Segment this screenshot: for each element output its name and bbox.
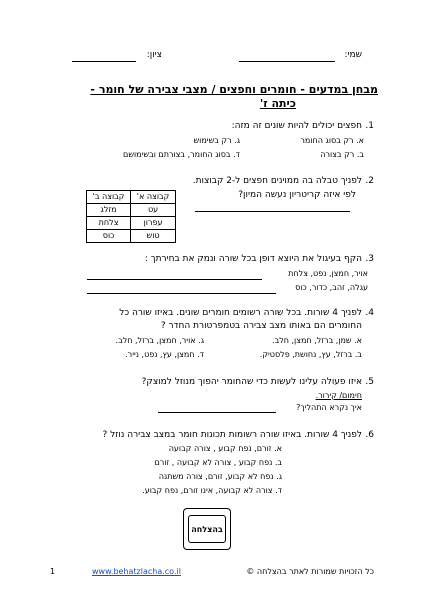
q2-question: לפי איזה קריטריון נעשה המיון? — [238, 190, 356, 200]
behatzlacha-logo — [183, 508, 231, 550]
table-header: קבוצה א' — [131, 191, 176, 204]
logo-badge — [188, 515, 226, 543]
q4-option-d[interactable]: ד. חמצן, עץ, נפט, נייר. — [125, 350, 204, 359]
q1-text: חפצים יכולים להיות שונים זה מזה: — [231, 121, 362, 131]
q2-text: לפניך טבלה בה ממוינים חפצים ל-2 קבוצות. — [192, 176, 362, 186]
q3-row-1: אויר, חמצן, נפט, צלחת — [288, 269, 368, 278]
q3-number: 3. — [365, 254, 374, 264]
table-cell: טוש — [131, 230, 176, 243]
q3-answer-line-1[interactable] — [87, 279, 262, 280]
page-number: 1 — [50, 567, 56, 576]
q6-option-d[interactable]: ד. צורה לא קבועה, אינו זורם, נפח קבוע. — [142, 486, 282, 495]
q6-text: לפניך 4 שורות. באיזו שורה רשומות תכונות חומר במצב צבירה נוזל ? — [102, 430, 362, 440]
q4-text-2: החומרים הם באותו מצב צבירה בטמפרטורת החדר ? — [160, 321, 362, 331]
q1-option-b[interactable]: ב. רק בצורה — [320, 150, 364, 159]
grade-label: ציון: — [146, 50, 162, 60]
q4-option-b[interactable]: ב. ברזל, עץ, נחושת, פלסטיק. — [259, 350, 362, 359]
groups-table — [86, 190, 176, 243]
copyright-text: כל הזכויות שמורות לאתר בהצלחה © — [246, 567, 374, 576]
q4-option-a[interactable]: א. שמן, ברזל, חמצן, חלב. — [272, 336, 362, 345]
q1-option-c[interactable]: ג. רק בשימוש — [193, 136, 240, 145]
site-link[interactable]: www.behatzlacha.co.il — [92, 567, 181, 576]
table-header-row — [87, 191, 176, 204]
q6-option-b[interactable]: ב. נפח קבוע , צורה לא קבועה , זורם — [154, 458, 282, 467]
q4-number: 4. — [365, 308, 374, 318]
q4-option-c[interactable]: ג. אויר, חמצן, ברזל, חלב. — [115, 336, 204, 345]
q5-options[interactable]: חימום/ קירור. — [315, 391, 362, 400]
table-row — [87, 230, 176, 243]
q6-option-c[interactable]: ג. נפח לא קבוע, זורם, צורה משתנה — [158, 472, 282, 481]
name-label: שמי: — [344, 50, 362, 60]
table-row — [87, 204, 176, 217]
name-field[interactable] — [239, 61, 335, 62]
q3-answer-line-2[interactable] — [87, 293, 276, 294]
table-header: קבוצה ב' — [87, 191, 131, 204]
q2-number: 2. — [365, 176, 374, 186]
table-cell: מזלג — [87, 204, 131, 217]
q3-row-2: עגלה, זהב, כדור, כוס — [295, 283, 368, 292]
table-cell: כוס — [87, 230, 131, 243]
q1-option-d[interactable]: ד. בסוג החומר, בצורתם ובשימושם — [123, 150, 240, 159]
q1-option-a[interactable]: א. רק בסוג החומר — [300, 136, 364, 145]
page-subtitle: כיתה ז' — [259, 97, 296, 110]
table-cell: עפרון — [131, 217, 176, 230]
q2-answer-line[interactable] — [195, 211, 350, 212]
q6-number: 6. — [365, 430, 374, 440]
table-row — [87, 217, 176, 230]
grade-field[interactable] — [72, 61, 136, 62]
q3-text: הקף בעיגול את היוצא דופן בכל שורה ונמק את בחירתך : — [144, 254, 362, 264]
q6-option-a[interactable]: א. זורם, נפח קבוע , צורה קבועה — [168, 444, 282, 453]
table-cell: צלחת — [87, 217, 131, 230]
q5-number: 5. — [365, 377, 374, 387]
q5-text: איזו פעולה עלינו לעשות כדי שהחומר יהפוך מנוזל למוצק? — [141, 377, 362, 387]
q1-number: 1. — [365, 121, 374, 131]
logo-text: בהצלחה — [191, 524, 223, 534]
q5-question: איך נקרא התהליך? — [296, 403, 362, 412]
page-title: מבחן במדעים - חומרים וחפצים / מצבי צבירה של חומר - — [90, 83, 378, 96]
table-cell: עט — [131, 204, 176, 217]
q4-text-1: לפניך 4 שורות. בכל שורה רשומים חומרים שונים. באיזו שורה כל — [119, 308, 362, 318]
q5-answer-line[interactable] — [158, 412, 276, 413]
